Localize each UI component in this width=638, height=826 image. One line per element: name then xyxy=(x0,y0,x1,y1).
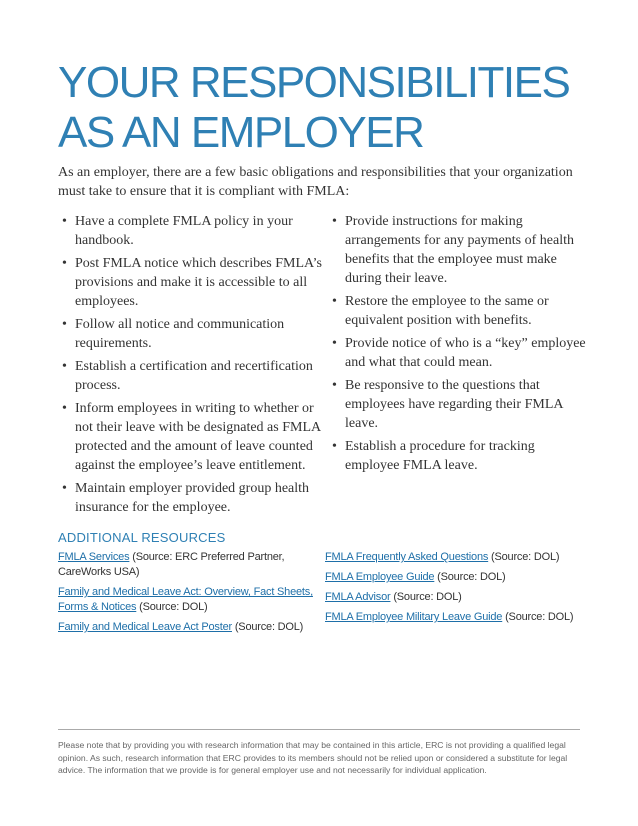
footer-divider xyxy=(58,729,580,730)
page-title-line-1: YOUR RESPONSIBILITIES xyxy=(58,58,570,107)
resource-item xyxy=(58,620,316,635)
bullet-item: • Inform employees in writing to whether or not their leave with be designated as FMLA protected and the amount of leave counted against the employee’s leave entitlement. xyxy=(60,399,322,475)
bullet-item: • Be responsive to the questions that employees have regarding their FMLA leave. xyxy=(330,376,592,433)
resource-item xyxy=(325,610,595,625)
resource-link-fmla-poster[interactable]: Family and Medical Leave Act Poster xyxy=(58,621,232,633)
resource-link-fmla-advisor[interactable]: FMLA Advisor xyxy=(325,591,391,603)
resource-item xyxy=(58,585,316,615)
bullet-item: • Maintain employer provided group health insurance for the employee. xyxy=(60,479,322,517)
resource-source: (Source: DOL) xyxy=(434,571,506,583)
resource-link-employee-guide[interactable]: FMLA Employee Guide xyxy=(325,571,435,583)
intro-paragraph: As an employer, there are a few basic obligations and responsibilities that your organization must take to ensure that it is compliant with FMLA: xyxy=(58,165,573,199)
bullet-item: • Provide instructions for making arrangements for any payments of health benefits that the employee must make during their leave. xyxy=(330,212,592,288)
bullet-item: • Have a complete FMLA policy in your handbook. xyxy=(60,212,322,250)
resource-source: (Source: DOL) xyxy=(231,621,304,633)
resource-item xyxy=(58,550,316,580)
resource-item xyxy=(325,590,595,605)
bullet-item: • Provide notice of who is a “key” employee and what that could mean. xyxy=(330,334,592,372)
resource-source: (Source: DOL) xyxy=(488,551,560,563)
resource-item xyxy=(325,550,595,565)
responsibilities-list-left xyxy=(60,212,322,521)
resource-source: (Source: DOL) xyxy=(502,611,574,623)
resource-link-fmla-faq[interactable]: FMLA Frequently Asked Questions xyxy=(325,551,489,563)
resource-source: (Source: ERC Preferred Partner, CareWorks USA) xyxy=(58,551,285,578)
bullet-item: • Establish a procedure for tracking employee FMLA leave. xyxy=(330,437,592,475)
page-title xyxy=(58,58,598,158)
page-title-line-2: AS AN EMPLOYER xyxy=(58,108,424,157)
resources-list-left xyxy=(58,550,316,640)
legal-disclaimer: Please note that by providing you with research information that may be contained in this article, ERC is not providing a qualified legal opinion. As such, research information that ERC provides to its members should not be relied upon or considered a substitute for legal advice. The information that we provide is for general employer use and not necessarily for individual application. xyxy=(58,740,568,775)
additional-resources-heading: ADDITIONAL RESOURCES xyxy=(58,530,226,545)
bullet-item: • Establish a certification and recertification process. xyxy=(60,357,322,395)
resource-source: (Source: DOL) xyxy=(390,591,462,603)
resource-link-military-leave-guide[interactable]: FMLA Employee Military Leave Guide xyxy=(325,611,503,623)
bullet-item: • Follow all notice and communication requirements. xyxy=(60,315,322,353)
resource-link-fmla-services[interactable]: FMLA Services xyxy=(58,551,130,563)
resource-item xyxy=(325,570,595,585)
responsibilities-list-right xyxy=(330,212,592,479)
bullet-item: • Post FMLA notice which describes FMLA’s provisions and make it is accessible to all employees. xyxy=(60,254,322,311)
resources-list-right xyxy=(325,550,595,630)
resource-link-fmla-overview[interactable]: Family and Medical Leave Act: Overview, Fact Sheets, Forms & Notices xyxy=(58,586,313,613)
resource-source: (Source: DOL) xyxy=(136,601,208,613)
bullet-item: • Restore the employee to the same or equivalent position with benefits. xyxy=(330,292,592,330)
